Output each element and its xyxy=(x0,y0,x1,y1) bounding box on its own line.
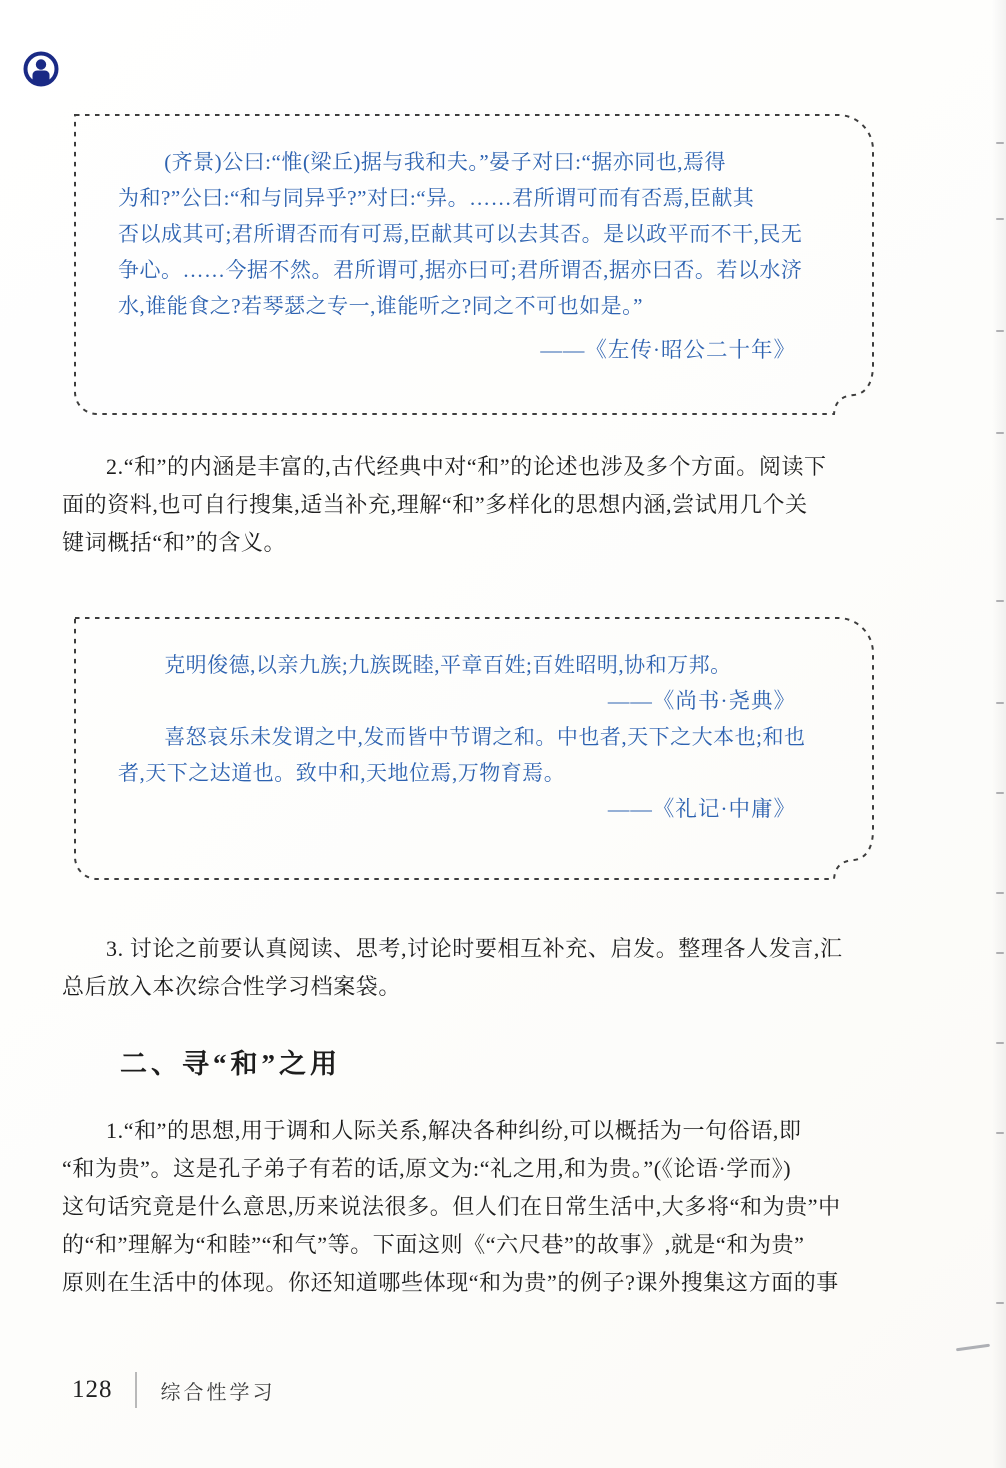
quote-line: 否以成其可;君所谓否而有可焉,臣献其可以去其否。是以政平而不干,民无 xyxy=(118,222,803,246)
quote-line: 喜怒哀乐未发谓之中,发而皆中节谓之和。中也者,天下之大本也;和也 xyxy=(164,725,806,749)
scan-artifact xyxy=(996,142,1004,144)
body-line: 1.“和”的思想,用于调和人际关系,解决各种纠纷,可以概括为一句俗语,即 xyxy=(106,1118,802,1143)
quote-box-shangshu-liji xyxy=(74,617,876,881)
quote-line: 者,天下之达道也。致中和,天地位焉,万物育焉。 xyxy=(118,761,566,785)
quote-line: 克明俊德,以亲九族;九族既睦,平章百姓;百姓昭明,协和万邦。 xyxy=(164,653,732,677)
quote-text-block xyxy=(74,114,876,368)
page-edge-shade xyxy=(992,0,1006,1468)
quote-box-zuozhuan xyxy=(74,114,876,416)
footer-section-title: 综合性学习 xyxy=(160,1381,276,1404)
body-line: “和为贵”。这是孔子弟子有若的话,原文为:“礼之用,和为贵。”(《论语·学而》) xyxy=(62,1156,792,1181)
paragraph-item-3 xyxy=(62,930,910,1006)
scan-artifact xyxy=(996,792,1004,794)
scan-artifact xyxy=(996,218,1004,220)
section-heading: 二、寻“和”之用 xyxy=(120,1049,341,1079)
quote-attribution: ——《左传·昭公二十年》 xyxy=(540,338,796,362)
quote-line: 争心。……今据不然。君所谓可,据亦曰可;君所谓否,据亦曰否。若以水济 xyxy=(118,258,803,282)
scan-artifact xyxy=(996,702,1004,704)
user-circle-icon xyxy=(22,50,60,88)
scan-artifact xyxy=(996,1302,1004,1304)
quote-line: (齐景)公曰:“惟(梁丘)据与我和夫。”晏子对曰:“据亦同也,焉得 xyxy=(164,150,727,174)
quote-text-block xyxy=(74,617,876,827)
quote-attribution: ——《礼记·中庸》 xyxy=(607,797,796,821)
body-line: 的“和”理解为“和睦”“和气”等。下面这则《“六尺巷”的故事》,就是“和为贵” xyxy=(62,1232,805,1257)
page-footer xyxy=(72,1372,276,1408)
scan-artifact xyxy=(956,1344,990,1352)
body-line: 原则在生活中的体现。你还知道哪些体现“和为贵”的例子?课外搜集这方面的事 xyxy=(62,1270,839,1295)
paragraph-section2-item-1 xyxy=(62,1112,910,1302)
body-line: 总后放入本次综合性学习档案袋。 xyxy=(62,974,402,999)
scan-artifact xyxy=(996,1042,1004,1044)
body-line: 面的资料,也可自行搜集,适当补充,理解“和”多样化的思想内涵,尝试用几个关 xyxy=(62,492,808,517)
user-profile-button[interactable] xyxy=(22,50,60,88)
footer-divider xyxy=(135,1372,137,1408)
scan-artifact xyxy=(996,600,1004,602)
quote-line: 水,谁能食之?若琴瑟之专一,谁能听之?同之不可也如是。” xyxy=(118,294,643,318)
page-number: 128 xyxy=(72,1376,113,1403)
paragraph-item-2 xyxy=(62,448,910,562)
scan-artifact xyxy=(996,432,1004,434)
scan-artifact xyxy=(996,892,1004,894)
quote-attribution: ——《尚书·尧典》 xyxy=(607,689,796,713)
body-line: 3. 讨论之前要认真阅读、思考,讨论时要相互补充、启发。整理各人发言,汇 xyxy=(106,936,843,961)
body-line: 2.“和”的内涵是丰富的,古代经典中对“和”的论述也涉及多个方面。阅读下 xyxy=(106,454,827,479)
scan-artifact xyxy=(996,952,1004,954)
body-line: 这句话究竟是什么意思,历来说法很多。但人们在日常生活中,大多将“和为贵”中 xyxy=(62,1194,841,1219)
scan-artifact xyxy=(996,1132,1004,1134)
scan-artifact xyxy=(996,330,1004,332)
body-line: 键词概括“和”的含义。 xyxy=(62,530,287,555)
quote-line: 为和?”公曰:“和与同异乎?”对曰:“异。……君所谓可而有否焉,臣献其 xyxy=(118,186,755,210)
